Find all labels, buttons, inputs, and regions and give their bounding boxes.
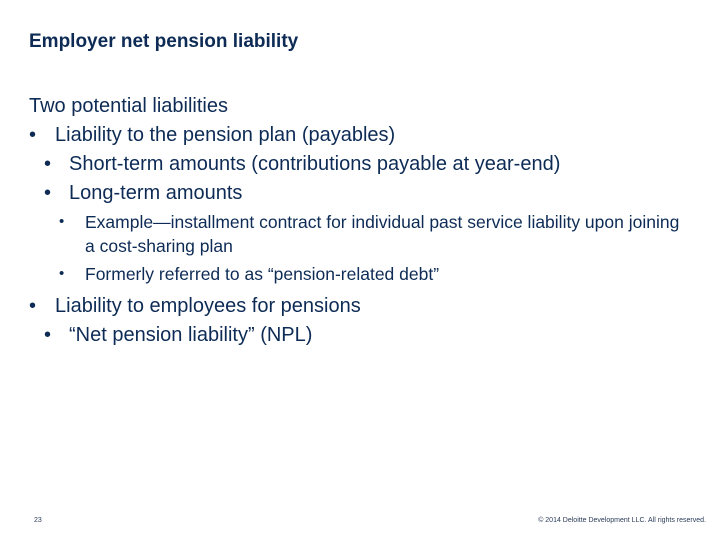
bullet-level3-example (29, 210, 685, 258)
bullet-text: Long-term amounts (69, 182, 243, 204)
bullet-dot-icon: • (44, 324, 52, 346)
bullet-level2-npl (29, 323, 690, 347)
slide-title: Employer net pension liability (29, 31, 299, 52)
bullet-text: “Net pension liability” (NPL) (69, 324, 313, 346)
bullet-dot-icon: • (59, 265, 65, 282)
bullet-dot-icon: • (29, 124, 37, 146)
bullet-text: Liability to the pension plan (payables) (55, 124, 396, 146)
bullet-dot-icon: • (44, 153, 52, 175)
bullet-level1-pension-plan (29, 123, 690, 147)
content-heading: Two potential liabilities (29, 95, 228, 117)
bullet-text: Example—installment contract for individual past service liability upon joining a cost-sharing plan (85, 212, 680, 256)
bullet-text: Short-term amounts (contributions payable at year-end) (69, 153, 561, 175)
slide-content (29, 94, 690, 352)
bullet-level2-long-term (29, 181, 690, 205)
bullet-dot-icon: • (44, 182, 52, 204)
bullet-text: Liability to employees for pensions (55, 295, 361, 317)
bullet-dot-icon: • (29, 295, 37, 317)
bullet-level1-employees (29, 294, 690, 318)
bullet-level3-formerly (29, 262, 685, 286)
bullet-text: Formerly referred to as “pension-related debt” (85, 264, 440, 284)
copyright-notice: © 2014 Deloitte Development LLC. All rights reserved. (538, 517, 706, 524)
bullet-dot-icon: • (59, 213, 65, 230)
page-number: 23 (34, 517, 42, 524)
bullet-level2-short-term (29, 152, 690, 176)
